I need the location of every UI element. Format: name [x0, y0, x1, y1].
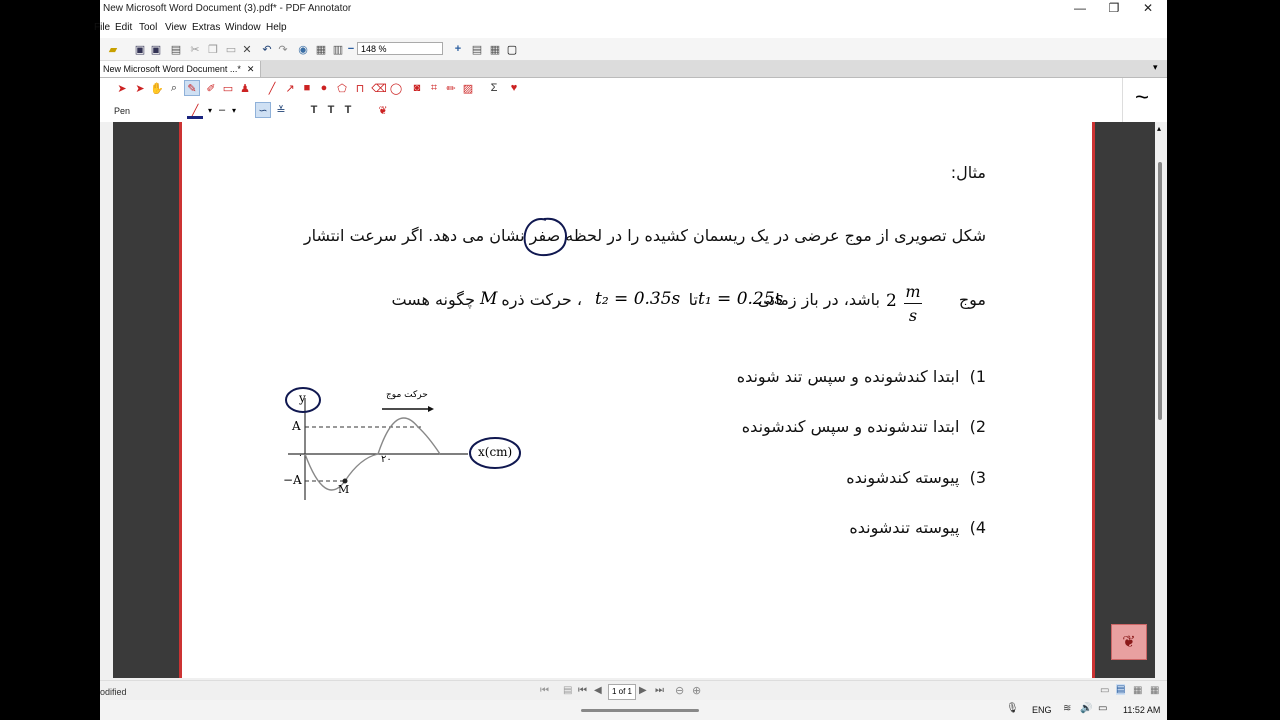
line-style-icon[interactable]: –	[218, 104, 226, 116]
option-text: ابتدا تندشونده و سپس کندشونده	[741, 417, 960, 436]
hand-tool-icon[interactable]: ✋	[150, 82, 164, 95]
windows-taskbar	[100, 700, 1167, 720]
continuous-view-icon[interactable]: ▤	[1116, 684, 1126, 695]
modified-status: odified	[100, 687, 127, 697]
option-number: 4)	[969, 518, 986, 537]
clock[interactable]: 11:52 AM	[1123, 705, 1161, 715]
copy-icon[interactable]: ❐	[208, 43, 218, 56]
wifi-icon[interactable]: ≋	[1063, 703, 1072, 714]
y-axis-label: y	[299, 391, 306, 405]
menu-help[interactable]: Help	[266, 22, 287, 33]
title-bar	[100, 0, 1167, 18]
text-box-icon[interactable]: ▭	[222, 82, 234, 95]
last-page-icon[interactable]: ⏭	[655, 685, 664, 696]
time-t1: t₁ = 0.25s	[698, 289, 784, 309]
volume-icon[interactable]: 🔊	[1080, 703, 1093, 714]
page-list-icon[interactable]: ▤	[563, 685, 573, 696]
language-indicator[interactable]: ENG	[1032, 705, 1052, 715]
sigma-icon[interactable]: Σ	[490, 82, 498, 94]
line-style-chevron-icon[interactable]: ▾	[231, 105, 236, 115]
open-folder-icon[interactable]: ▰	[108, 43, 118, 56]
menu-extras[interactable]: Extras	[192, 22, 221, 33]
microphone-icon[interactable]: 🎙	[1006, 703, 1019, 714]
stamp-icon[interactable]: ♟	[240, 82, 250, 95]
polygon-tool-icon[interactable]: ⬠	[337, 82, 347, 95]
document-tab[interactable]	[100, 61, 261, 77]
pen-color-swatch	[187, 116, 203, 119]
wave-direction-label: حرکت موج	[386, 390, 428, 400]
unit-numerator: m	[905, 282, 921, 301]
page-number: 1 of 1	[611, 687, 632, 696]
pen-color-icon[interactable]: ╱	[191, 104, 199, 117]
page-number-field[interactable]	[608, 684, 636, 700]
tab-label: New Microsoft Word Document ...*	[103, 64, 241, 74]
question-line-2-end: چگونه هست	[391, 290, 475, 309]
window-title: New Microsoft Word Document (3).pdf* - PDF Annotator	[103, 3, 352, 14]
text-format-icon[interactable]: T	[344, 104, 352, 116]
binoculars-icon[interactable]: ◉	[298, 43, 308, 56]
amplitude-negative-label: −A	[283, 473, 302, 487]
option-3	[846, 468, 986, 487]
zoom-in-button[interactable]: +	[454, 43, 462, 55]
option-number: 1)	[969, 367, 986, 386]
taskbar-handle[interactable]	[581, 709, 699, 712]
pen-color-chevron-icon[interactable]: ▾	[207, 105, 212, 115]
ink-circle-annotation[interactable]	[520, 217, 570, 259]
option-text: پیوسته تندشونده	[849, 518, 960, 537]
menu-edit[interactable]: Edit	[115, 22, 133, 33]
favorites-heart-icon[interactable]: ♥	[510, 82, 518, 94]
page-view-icon[interactable]: ▦	[315, 43, 327, 56]
fit-page-icon[interactable]: ▦	[489, 43, 501, 56]
option-text: پیوسته کندشونده	[846, 468, 960, 487]
line-tool-icon[interactable]: ╱	[268, 82, 276, 95]
print-icon[interactable]: ▤	[170, 43, 182, 56]
option-2	[742, 417, 986, 436]
fraction-bar	[904, 303, 922, 304]
select-text-icon[interactable]: ➤	[135, 82, 145, 95]
tab-list-chevron-icon[interactable]: ▾	[1153, 62, 1158, 72]
battery-icon[interactable]: ▭	[1098, 703, 1108, 714]
document-tab-bar	[100, 61, 1167, 78]
question-line-2-part2: باشد، در باز زمانی	[757, 290, 880, 309]
option-number: 3)	[969, 468, 986, 487]
single-page-view-icon[interactable]: ▭	[1100, 685, 1110, 696]
fullscreen-icon[interactable]: ▢	[506, 43, 518, 56]
next-page-icon[interactable]: ▶	[639, 685, 647, 696]
option-number: 2)	[969, 417, 986, 436]
highlighter-icon[interactable]: ✐	[206, 82, 216, 95]
menu-bar	[94, 18, 1167, 38]
fit-width-icon[interactable]: ▤	[471, 43, 483, 56]
x-axis-label: x(cm)	[478, 445, 513, 459]
measure-tool-icon[interactable]: ⊓	[355, 82, 365, 95]
pdf-annotator-window	[94, 0, 1167, 720]
two-page-continuous-icon[interactable]: ▦	[1150, 685, 1160, 696]
origin-label: ۰	[298, 450, 303, 460]
text-strike-icon[interactable]: T	[327, 104, 335, 116]
layout-icon[interactable]: ▥	[332, 43, 344, 56]
current-tool-label: Pen	[114, 106, 131, 116]
ink-preview-panel	[1122, 78, 1168, 122]
go-first-icon[interactable]: ⏮	[578, 685, 587, 696]
paste-icon[interactable]: ▭	[225, 43, 237, 56]
option-1	[737, 367, 986, 386]
screen-black-margin	[1167, 0, 1280, 720]
pen-tool-icon[interactable]: ✎	[184, 80, 200, 96]
marker-icon[interactable]: ✏	[446, 82, 456, 95]
select-arrow-icon[interactable]: ➤	[117, 82, 127, 95]
main-toolbar	[100, 38, 1167, 61]
close-window-button[interactable]: ✕	[1142, 1, 1154, 15]
eraser-icon[interactable]: ⌫	[371, 82, 387, 95]
forward-icon[interactable]: ⊕	[692, 685, 702, 697]
question-line-2-start: موج	[958, 290, 986, 309]
tab-close-button[interactable]: ✕	[246, 64, 255, 74]
menu-window[interactable]: Window	[225, 22, 261, 33]
lasso-icon[interactable]: ◯	[389, 82, 403, 95]
option-4	[849, 518, 986, 537]
vertical-scrollbar[interactable]	[1155, 122, 1167, 678]
annotation-toolbar	[100, 78, 1167, 122]
two-page-view-icon[interactable]: ▦	[1133, 685, 1143, 696]
crop-icon[interactable]: ⌗	[430, 81, 438, 94]
scroll-up-icon[interactable]: ▴	[1157, 124, 1162, 133]
maximize-button[interactable]: ❐	[1108, 1, 1120, 15]
ink-straighten-icon[interactable]: ≚	[276, 104, 286, 117]
camera-icon[interactable]: ◙	[413, 82, 421, 94]
menu-tool[interactable]: Tool	[139, 22, 158, 33]
speed-value: 2	[886, 291, 897, 311]
time-t2: t₂ = 0.35s	[595, 289, 681, 309]
redo-icon[interactable]: ↷	[278, 43, 288, 56]
unit-denominator: s	[908, 306, 918, 325]
save-icon[interactable]: ▣	[134, 43, 146, 56]
question-line-2-ta: تا	[688, 290, 698, 309]
example-heading: مثال:	[950, 163, 986, 182]
particle-symbol: M	[480, 289, 498, 309]
ellipse-tool-icon[interactable]: ●	[320, 82, 328, 94]
scrollbar-thumb[interactable]	[1158, 162, 1162, 420]
first-page-icon[interactable]: ⏮	[540, 685, 549, 696]
cut-icon[interactable]: ✂	[190, 43, 200, 56]
pdf-page[interactable]	[179, 122, 1095, 678]
favorite-tool-icon[interactable]: ❦	[378, 104, 388, 117]
floating-favorite-button[interactable]: ❦	[1111, 624, 1147, 660]
menu-file[interactable]: File	[94, 22, 111, 33]
zoom-select[interactable]	[357, 42, 443, 55]
tick-20-label: ۲۰	[381, 454, 392, 465]
zoom-value: 148 %	[361, 44, 387, 54]
point-m-label: M	[338, 483, 350, 496]
back-icon[interactable]: ⊖	[675, 685, 685, 697]
ink-preview: ~	[1135, 84, 1150, 111]
option-text: ابتدا کندشونده و سپس تند شونده	[736, 367, 960, 386]
question-line-2-part3: ، حرکت ذره	[501, 290, 582, 309]
save-as-icon[interactable]: ▣	[150, 43, 162, 56]
minimize-button[interactable]: —	[1074, 1, 1086, 15]
document-viewport[interactable]	[113, 122, 1155, 678]
amplitude-positive-label: A	[292, 419, 301, 433]
smooth-ink-icon[interactable]: ∽	[255, 102, 271, 118]
prev-page-icon[interactable]: ◀	[594, 685, 602, 696]
delete-icon[interactable]: ✕	[242, 43, 252, 56]
rectangle-tool-icon[interactable]: ■	[303, 82, 311, 94]
image-insert-icon[interactable]: ▨	[462, 82, 474, 95]
text-underline-icon[interactable]: T	[310, 104, 318, 116]
question-line-1: شکل تصویری از موج عرضی در یک ریسمان کشیده را در لحظه صفر نشان می دهد. اگر سرعت انتشار	[303, 226, 986, 245]
undo-icon[interactable]: ↶	[262, 43, 272, 56]
menu-view[interactable]: View	[165, 22, 187, 33]
zoom-out-button[interactable]: −	[347, 43, 355, 55]
magnifier-icon[interactable]: ⌕	[170, 81, 178, 94]
arrow-tool-icon[interactable]: ↗	[285, 82, 295, 95]
